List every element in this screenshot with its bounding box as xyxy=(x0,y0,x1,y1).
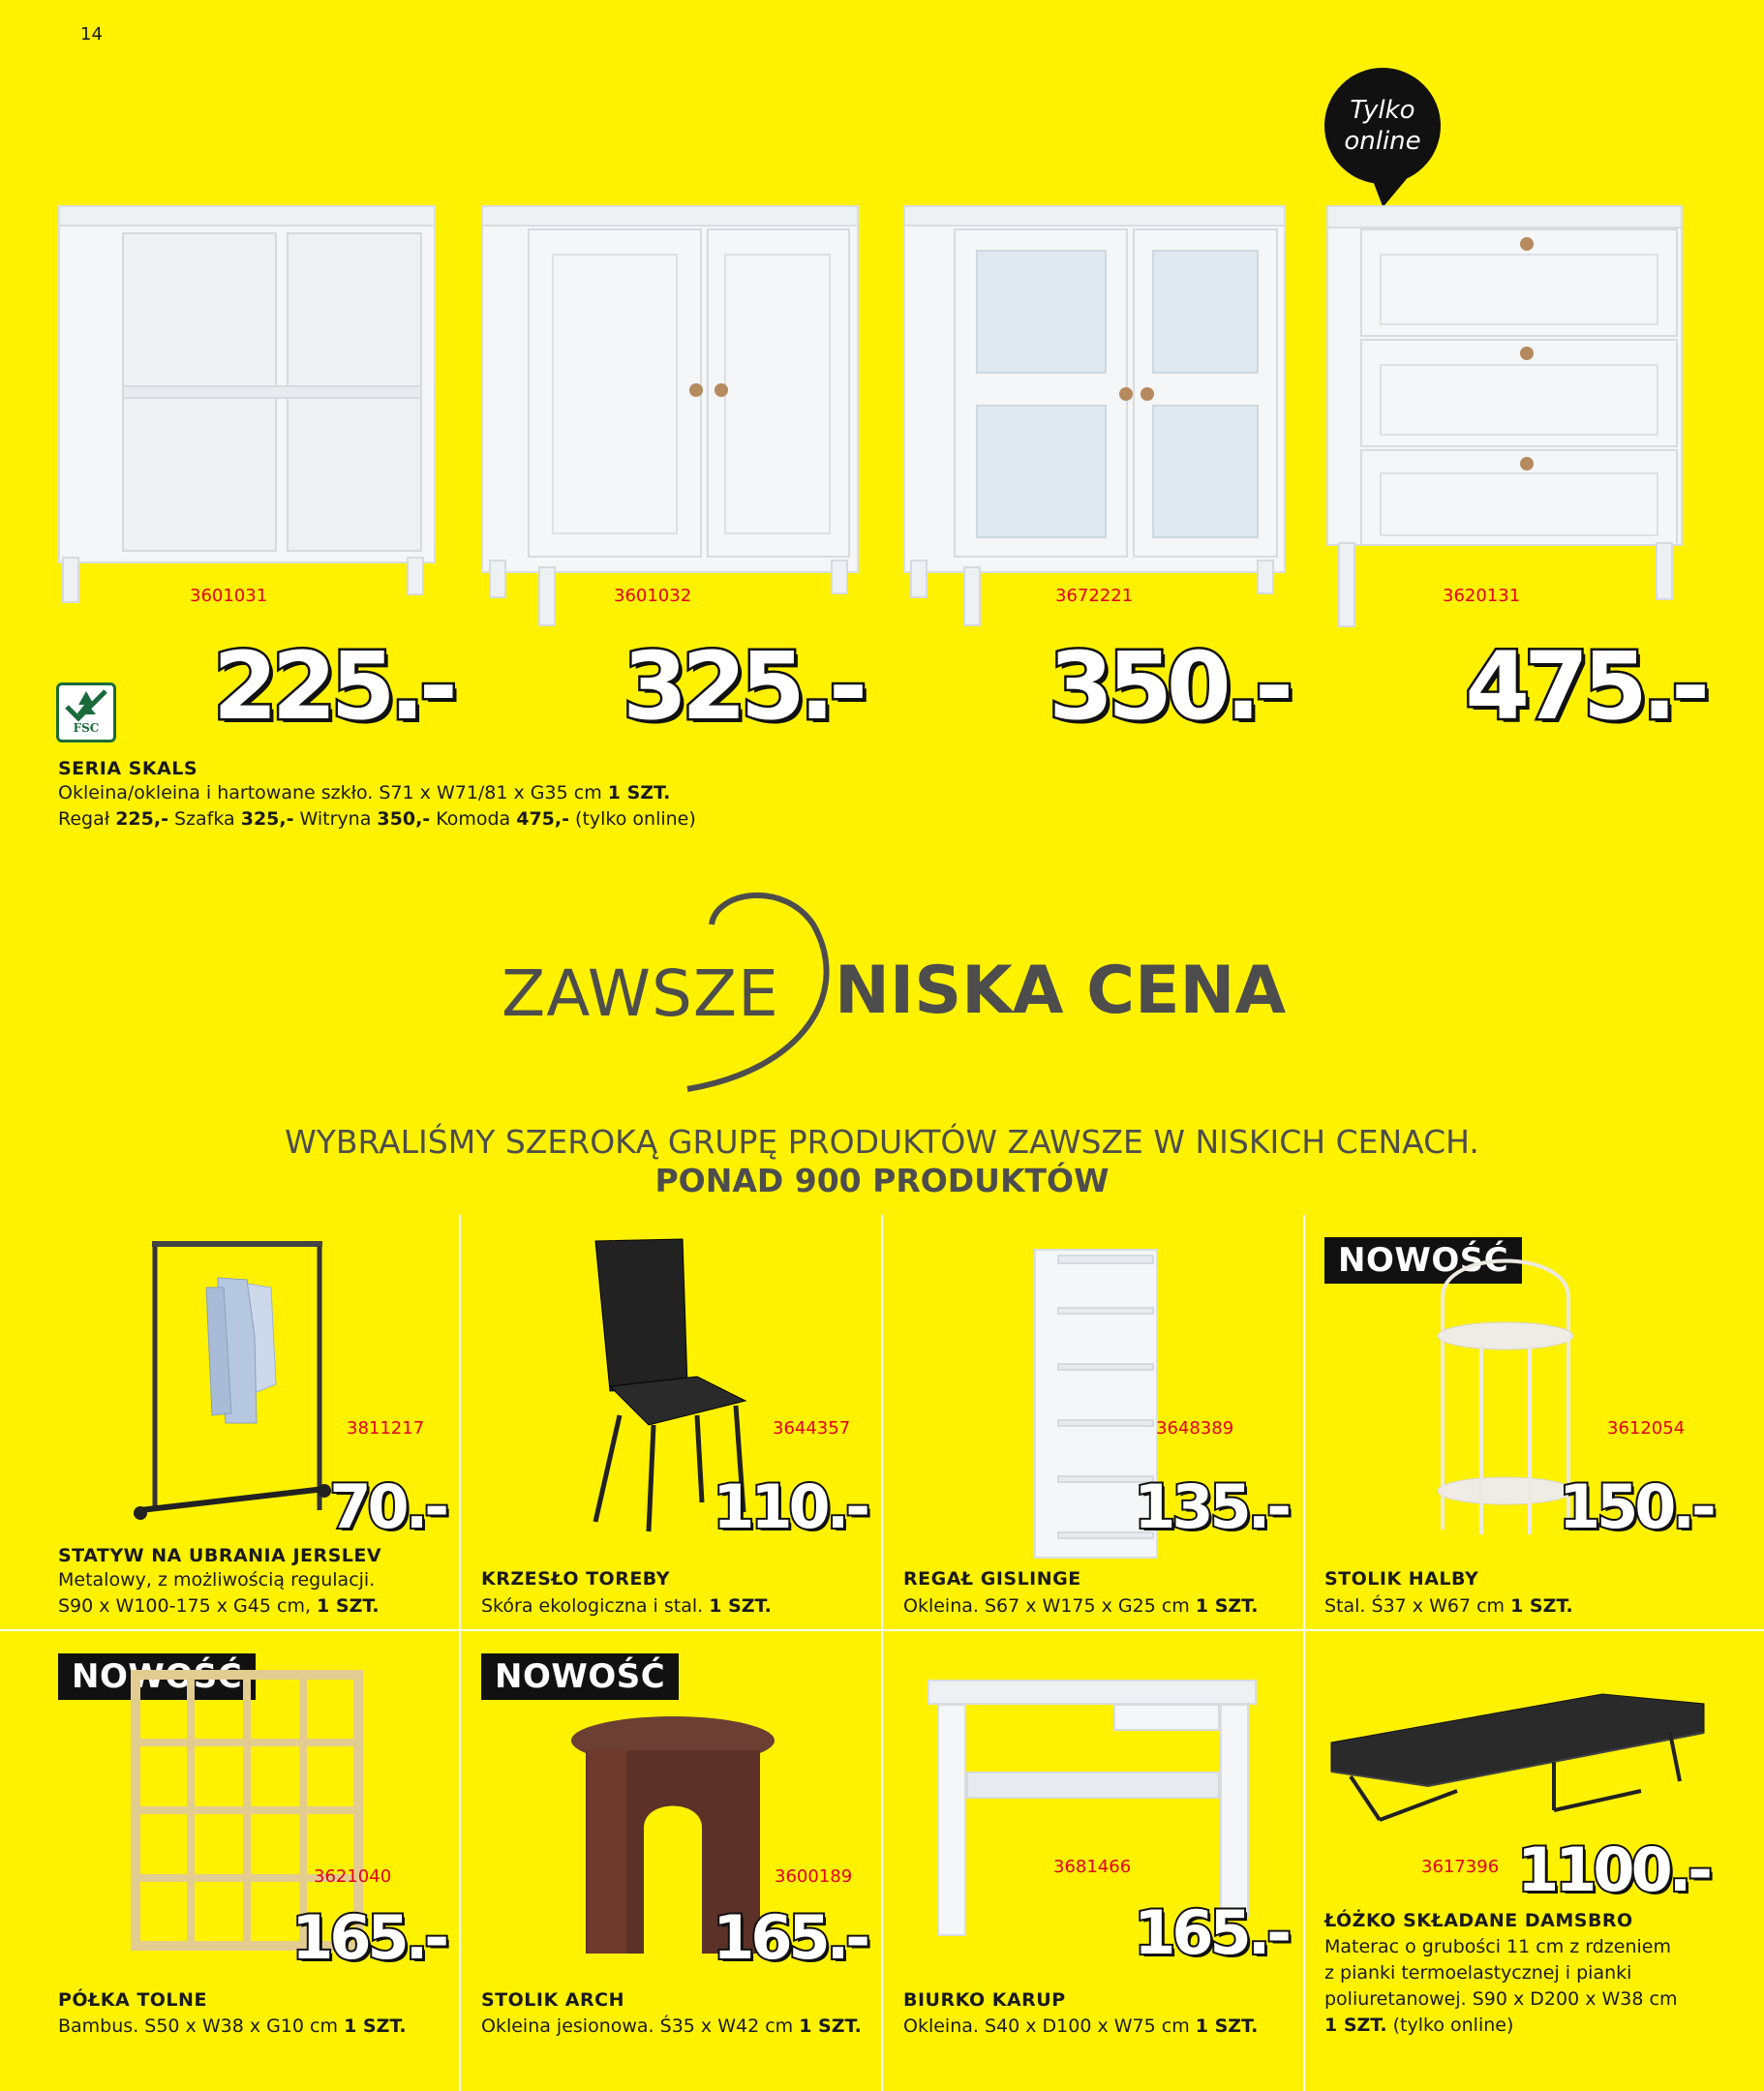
grid-divider xyxy=(1303,1215,1305,2091)
logo-zawsze: ZAWSZE xyxy=(502,956,779,1031)
grid-divider xyxy=(0,1629,1764,1631)
fsc-label: FSC xyxy=(73,721,100,735)
product-title: KRZESŁO TOREBY xyxy=(481,1568,671,1590)
series-prices: Regał 225,- Szafka 325,- Witryna 350,- Komoda 475,- (tylko online) xyxy=(58,808,696,830)
fsc-logo xyxy=(56,682,116,742)
product-code: 3620131 xyxy=(1443,586,1521,606)
price: 165.- xyxy=(291,1902,445,1973)
product-code: 3600189 xyxy=(775,1866,853,1887)
product-description: Stal. Ś37 x W67 cm 1 SZT. xyxy=(1324,1595,1573,1617)
price: 165.- xyxy=(713,1902,867,1973)
series-description: Okleina/okleina i hartowane szkło. S71 x W71/81 x G35 cm 1 SZT. xyxy=(58,782,671,803)
product-title: REGAŁ GISLINGE xyxy=(903,1568,1081,1590)
product-description-line: poliuretanowej. S90 x D200 x W38 cm xyxy=(1324,1988,1678,2010)
series-title: SERIA SKALS xyxy=(58,758,198,779)
grid-divider xyxy=(881,1215,883,2091)
product-description: Okleina. S40 x D100 x W75 cm 1 SZT. xyxy=(903,2015,1259,2037)
product-code: 3672221 xyxy=(1055,586,1134,606)
product-description-line: z pianki termoelastycznej i pianki xyxy=(1324,1962,1632,1984)
price: 110.- xyxy=(713,1471,867,1542)
callout-line-1: Tylko xyxy=(1350,96,1415,125)
product-code: 3644357 xyxy=(773,1418,851,1439)
page-number: 14 xyxy=(80,24,103,45)
new-badge: NOWOŚĆ xyxy=(481,1653,679,1700)
price: 475.- xyxy=(1465,632,1704,741)
product-description: Okleina. S67 x W175 x G25 cm 1 SZT. xyxy=(903,1595,1259,1617)
product-title: STOLIK ARCH xyxy=(481,1989,624,2011)
logo-niska-cena: NISKA CENA xyxy=(835,953,1287,1029)
tree-check-icon xyxy=(59,685,113,724)
product-code: 3811217 xyxy=(347,1418,425,1439)
new-badge: NOWOŚĆ xyxy=(1324,1237,1522,1284)
tagline: WYBRALIŚMY SZEROKĄ GRUPĘ PRODUKTÓW ZAWSZE W NISKICH CENACH. xyxy=(285,1123,1479,1161)
price: 225.- xyxy=(213,632,452,741)
product-title: BIURKO KARUP xyxy=(903,1989,1066,2011)
product-dimensions: S90 x W100-175 x G45 cm, 1 SZT. xyxy=(58,1595,380,1617)
product-title: ŁÓŻKO SKŁADANE DAMSBRO xyxy=(1324,1910,1633,1931)
price: 135.- xyxy=(1134,1471,1288,1542)
product-description-line: Materac o grubości 11 cm z rdzeniem xyxy=(1324,1936,1671,1957)
product-title: STATYW NA UBRANIA JERSLEV xyxy=(58,1545,382,1566)
price: 350.- xyxy=(1049,632,1288,741)
product-code: 3601032 xyxy=(614,586,692,606)
price: 165.- xyxy=(1134,1897,1288,1968)
product-title: PÓŁKA TOLNE xyxy=(58,1989,207,2011)
price: 325.- xyxy=(623,632,862,741)
product-description: Skóra ekologiczna i stal. 1 SZT. xyxy=(481,1595,772,1617)
product-code: 3681466 xyxy=(1053,1857,1132,1877)
product-code: 3601031 xyxy=(190,586,268,606)
product-description: Bambus. S50 x W38 x G10 cm 1 SZT. xyxy=(58,2015,407,2037)
new-badge: NOWOŚĆ xyxy=(58,1653,256,1700)
product-code: 3648389 xyxy=(1156,1418,1234,1439)
grid-divider xyxy=(459,1215,461,2091)
product-code: 3612054 xyxy=(1607,1418,1686,1439)
callout-line-2: online xyxy=(1344,127,1421,156)
product-quantity: 1 SZT. (tylko online) xyxy=(1324,2015,1514,2036)
product-description: Okleina jesionowa. Ś35 x W42 cm 1 SZT. xyxy=(481,2015,862,2037)
tagline-bold: PONAD 900 PRODUKTÓW xyxy=(654,1162,1110,1199)
price: 1100.- xyxy=(1517,1834,1709,1905)
price: 150.- xyxy=(1559,1471,1713,1542)
product-code: 3617396 xyxy=(1421,1857,1500,1877)
price: 70.- xyxy=(329,1471,445,1542)
product-title: STOLIK HALBY xyxy=(1324,1568,1479,1590)
product-code: 3621040 xyxy=(314,1866,392,1887)
product-image-folding-bed xyxy=(1322,1684,1709,1830)
product-description: Metalowy, z możliwością regulacji. xyxy=(58,1569,376,1591)
online-only-callout xyxy=(1324,68,1441,184)
